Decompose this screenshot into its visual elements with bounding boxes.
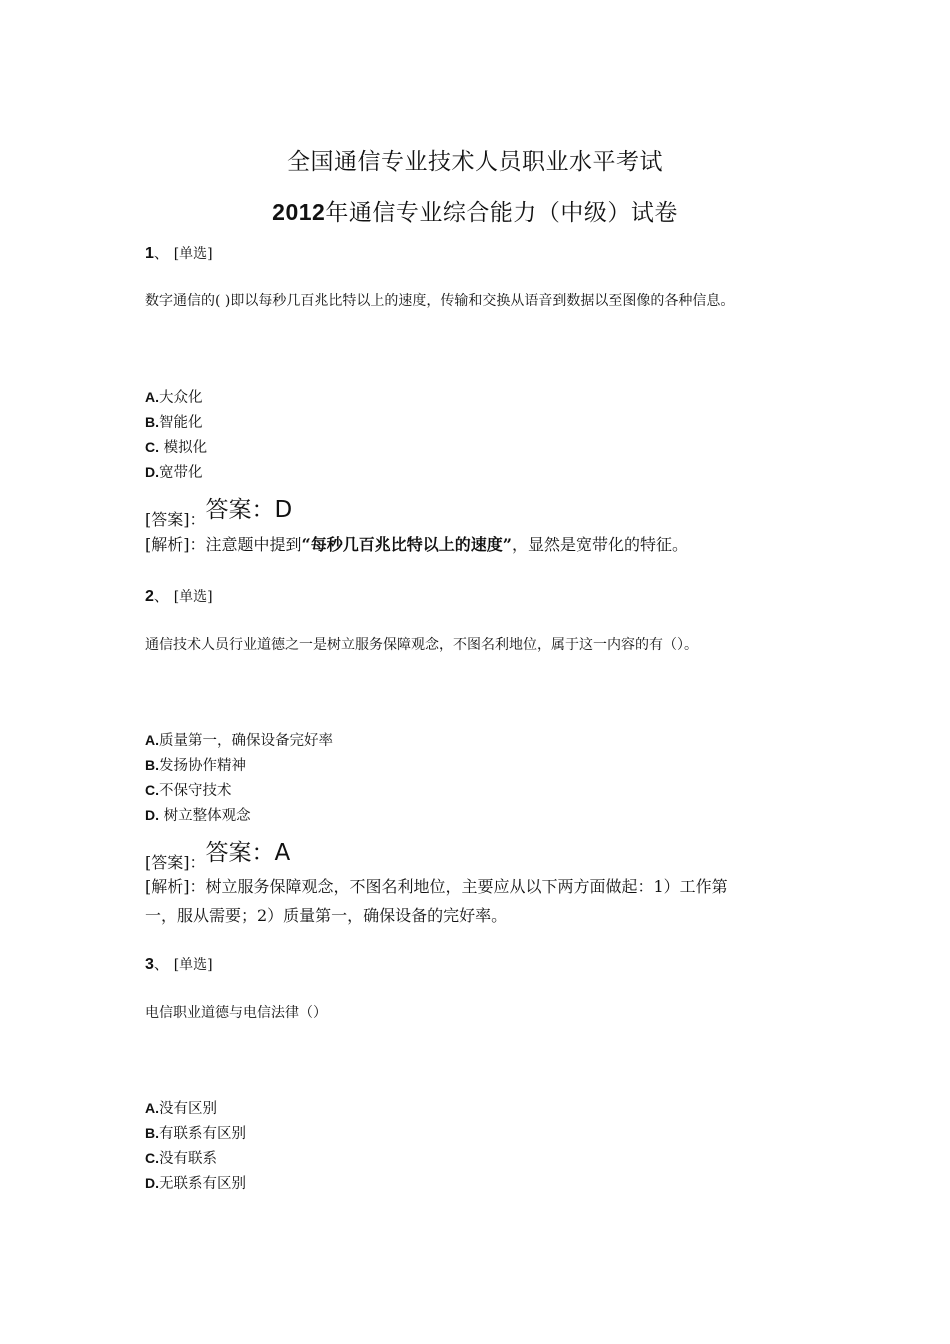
- option-text: 大众化: [159, 390, 203, 406]
- question-sep: 、: [153, 244, 169, 262]
- answer-value: 答案：A: [205, 840, 291, 866]
- question-2-option-c: [145, 779, 232, 800]
- option-text: 模拟化: [159, 440, 208, 456]
- option-text: 智能化: [159, 415, 203, 431]
- option-letter: D.: [145, 464, 159, 480]
- exam-year: 2012: [272, 199, 326, 225]
- analysis-quote: “每秒几百兆比特以上的速度”: [301, 535, 512, 554]
- option-letter: C.: [145, 1150, 159, 1166]
- question-3-stem: 电信职业道德与电信法律（）: [145, 1005, 327, 1021]
- answer-value: 答案：D: [205, 497, 293, 523]
- question-3-option-c: [145, 1147, 217, 1168]
- analysis-text-pre: 注意题中提到: [205, 535, 302, 554]
- question-3-option-a: [145, 1097, 217, 1118]
- analysis-label: [解析]：: [145, 535, 206, 554]
- question-2-option-b: [145, 754, 246, 775]
- question-number: 2: [145, 588, 154, 605]
- option-text: 树立整体观念: [159, 808, 251, 824]
- question-number: 1: [145, 245, 154, 262]
- question-type: [单选]: [173, 246, 213, 262]
- question-1-answer: [145, 499, 292, 532]
- option-letter: D.: [145, 1175, 159, 1191]
- question-2-answer: [145, 842, 290, 875]
- analysis-line-1: [145, 872, 728, 901]
- analysis-text-post: ，显然是宽带化的特征。: [511, 535, 688, 554]
- question-1-option-c: [145, 436, 207, 457]
- analysis-label: [解析]：: [145, 877, 206, 896]
- option-text: 发扬协作精神: [159, 758, 246, 774]
- exam-subtitle-text: 年通信专业综合能力（中级）试卷: [325, 200, 678, 226]
- question-1-analysis: [145, 530, 688, 559]
- exam-title: 全国通信专业技术人员职业水平考试: [287, 149, 663, 175]
- option-letter: B.: [145, 414, 159, 430]
- option-letter: A.: [145, 732, 159, 748]
- option-letter: C.: [145, 782, 159, 798]
- question-1-stem: 数字通信的( )即以每秒几百兆比特以上的速度，传输和交换从语音到数据以至图像的各种信息。: [145, 293, 735, 309]
- question-2-header: [145, 585, 213, 606]
- option-text: 有联系有区别: [159, 1126, 246, 1142]
- option-letter: A.: [145, 389, 159, 405]
- answer-label: [答案]：: [145, 853, 206, 872]
- question-1-option-d: [145, 461, 203, 482]
- question-sep: 、: [153, 955, 169, 973]
- question-2-option-d: [145, 804, 251, 825]
- option-text: 无联系有区别: [159, 1176, 246, 1192]
- question-sep: 、: [153, 587, 169, 605]
- question-number: 3: [145, 956, 154, 973]
- analysis-line-2: 一，服从需要；2）质量第一，确保设备的完好率。: [145, 906, 508, 925]
- option-letter: C.: [145, 439, 159, 455]
- option-letter: D.: [145, 807, 159, 823]
- question-1-option-b: [145, 411, 203, 432]
- question-1-header: [145, 242, 213, 263]
- question-type: [单选]: [173, 957, 213, 973]
- option-letter: B.: [145, 1125, 159, 1141]
- option-text: 不保守技术: [159, 783, 232, 799]
- exam-subtitle: [0, 194, 950, 227]
- option-letter: B.: [145, 757, 159, 773]
- question-2-analysis: [145, 872, 728, 930]
- option-letter: A.: [145, 1100, 159, 1116]
- question-type: [单选]: [173, 589, 213, 605]
- option-text: 宽带化: [159, 465, 203, 481]
- analysis-text: 树立服务保障观念，不图名利地位，主要应从以下两方面做起：1）工作第: [205, 877, 728, 896]
- question-1-option-a: [145, 386, 203, 407]
- question-3-header: [145, 953, 213, 974]
- question-3-option-b: [145, 1122, 246, 1143]
- answer-label: [答案]：: [145, 510, 206, 529]
- option-text: 没有区别: [159, 1101, 217, 1117]
- question-2-stem: 通信技术人员行业道德之一是树立服务保障观念，不图名利地位，属于这一内容的有（）。: [145, 637, 698, 653]
- option-text: 没有联系: [159, 1151, 217, 1167]
- option-text: 质量第一，确保设备完好率: [159, 733, 333, 749]
- question-3-option-d: [145, 1172, 246, 1193]
- question-2-option-a: [145, 729, 333, 750]
